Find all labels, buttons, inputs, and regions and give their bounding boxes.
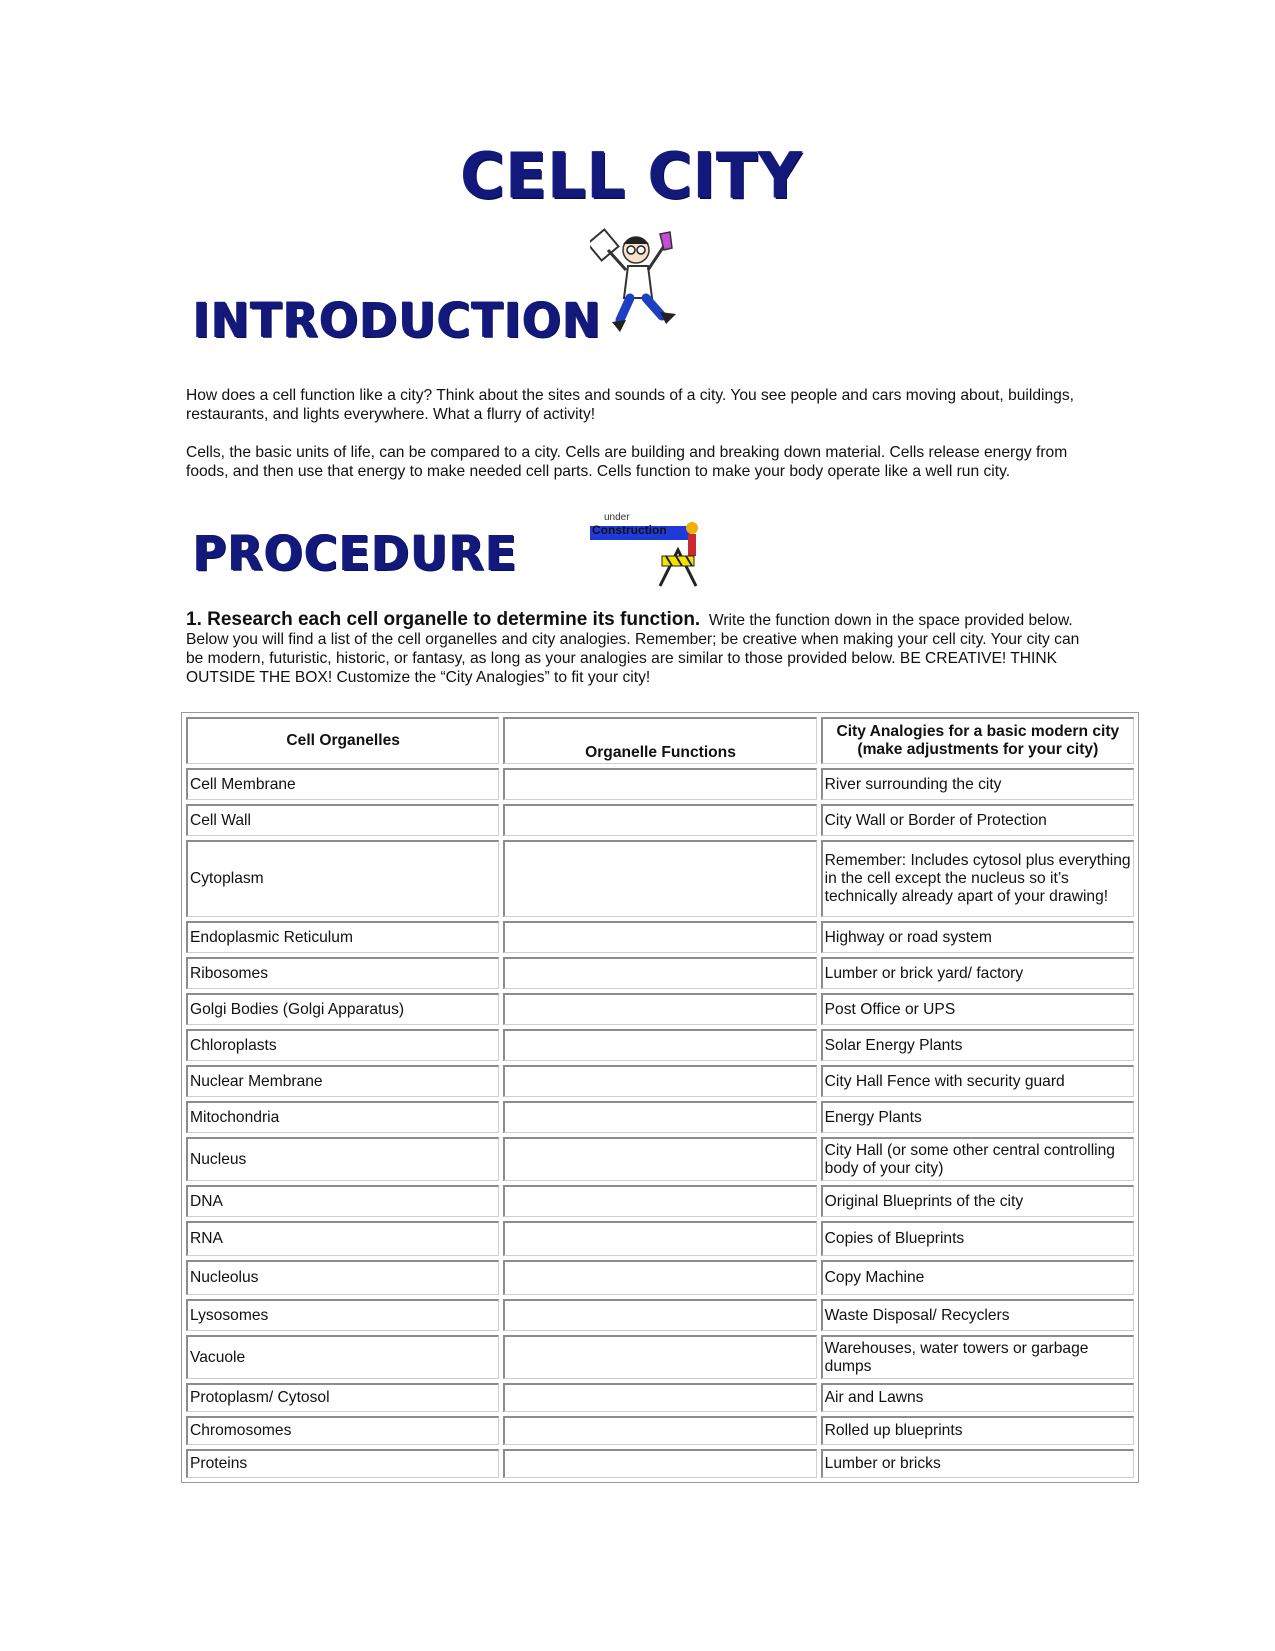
organelle-cell: Nucleolus [186,1260,499,1295]
header-organelle-functions: Organelle Functions [503,717,816,764]
table-row [186,1335,1134,1379]
table-row [186,1065,1134,1097]
organelle-cell: Proteins [186,1449,499,1478]
sign-text-construction: Construction [592,523,667,537]
function-answer-cell[interactable] [503,957,816,989]
function-answer-cell[interactable] [503,1416,816,1445]
table-row [186,1299,1134,1331]
organelle-cell: Cell Membrane [186,768,499,800]
function-answer-cell[interactable] [503,1299,816,1331]
table-row [186,1260,1134,1295]
organelle-cell: Cytoplasm [186,840,499,917]
organelle-cell: Mitochondria [186,1101,499,1133]
organelle-cell: Golgi Bodies (Golgi Apparatus) [186,993,499,1025]
table-header-row [186,717,1134,764]
table-row [186,1221,1134,1256]
organelle-cell: Nucleus [186,1137,499,1181]
procedure-heading: PROCEDURE [193,525,518,582]
function-answer-cell[interactable] [503,993,816,1025]
organelle-cell: Endoplasmic Reticulum [186,921,499,953]
analogy-cell: Highway or road system [821,921,1134,953]
introduction-heading: INTRODUCTION [193,292,602,349]
organelle-cell: Lysosomes [186,1299,499,1331]
page-title: CELL CITY [461,140,804,214]
analogy-cell: Rolled up blueprints [821,1416,1134,1445]
analogy-cell: Lumber or brick yard/ factory [821,957,1134,989]
function-answer-cell[interactable] [503,1065,816,1097]
table-row [186,1383,1134,1412]
function-answer-cell[interactable] [503,1260,816,1295]
function-answer-cell[interactable] [503,1383,816,1412]
table-row [186,993,1134,1025]
table-body [186,768,1134,1478]
analogy-cell: Waste Disposal/ Recyclers [821,1299,1134,1331]
table-row [186,1101,1134,1133]
procedure-step-lead: 1. Research each cell organelle to determine its function. [186,609,701,630]
analogy-cell: Copies of Blueprints [821,1221,1134,1256]
analogy-cell: City Hall (or some other central controlling body of your city) [821,1137,1134,1181]
analogy-cell: City Wall or Border of Protection [821,804,1134,836]
table-row [186,1137,1134,1181]
organelle-cell: Protoplasm/ Cytosol [186,1383,499,1412]
table-row [186,768,1134,800]
table-row [186,1029,1134,1061]
function-answer-cell[interactable] [503,1029,816,1061]
function-answer-cell[interactable] [503,768,816,800]
procedure-paragraph [186,610,1086,687]
analogy-cell: City Hall Fence with security guard [821,1065,1134,1097]
organelle-analogy-table [181,712,1139,1483]
organelle-cell: Chromosomes [186,1416,499,1445]
organelle-cell: DNA [186,1185,499,1217]
table-row [186,957,1134,989]
table-row [186,1449,1134,1478]
function-answer-cell[interactable] [503,1335,816,1379]
analogy-cell: River surrounding the city [821,768,1134,800]
analogy-cell: Post Office or UPS [821,993,1134,1025]
analogy-cell: Energy Plants [821,1101,1134,1133]
table-row [186,1185,1134,1217]
analogy-cell: Lumber or bricks [821,1449,1134,1478]
scientist-clipart-icon [590,228,690,348]
table-row [186,840,1134,917]
function-answer-cell[interactable] [503,1221,816,1256]
function-answer-cell[interactable] [503,1449,816,1478]
organelle-cell: Chloroplasts [186,1029,499,1061]
analogy-cell: Remember: Includes cytosol plus everything in the cell except the nucleus so it’s technically already apart of your drawing! [821,840,1134,917]
table-row [186,921,1134,953]
organelle-cell: Vacuole [186,1335,499,1379]
function-answer-cell[interactable] [503,840,816,917]
organelle-cell: Cell Wall [186,804,499,836]
intro-paragraph: Cells, the basic units of life, can be compared to a city. Cells are building and breaking down material. Cells release energy from foods, and then use that energy to make needed cell parts. Cells function to make your body operate like a well run city. [186,444,1068,480]
sign-text-under: under [604,512,630,523]
function-answer-cell[interactable] [503,1137,816,1181]
organelle-cell: Ribosomes [186,957,499,989]
analogy-cell: Copy Machine [821,1260,1134,1295]
function-answer-cell[interactable] [503,804,816,836]
analogy-cell: Solar Energy Plants [821,1029,1134,1061]
header-cell-organelles: Cell Organelles [186,717,499,764]
organelle-cell: Nuclear Membrane [186,1065,499,1097]
procedure-step-text: Write the function down in the space provided below. Below you will find a list of the cell organelles and city analogies. Remember; be creative when making your cell city. Your city can be modern, futuristic, historic, or fantasy, as long as your analogies are similar to those provided below. BE CREATIVE! THINK OUTSIDE THE BOX! Customize the “City Analogies” to fit your city! [186,612,1080,686]
analogy-cell: Warehouses, water towers or garbage dumps [821,1335,1134,1379]
function-answer-cell[interactable] [503,921,816,953]
analogy-cell: Original Blueprints of the city [821,1185,1134,1217]
function-answer-cell[interactable] [503,1185,816,1217]
organelle-cell: RNA [186,1221,499,1256]
table-row [186,1416,1134,1445]
intro-paragraph: How does a cell function like a city? Think about the sites and sounds of a city. You see people and cars moving about, buildings, restaurants, and lights everywhere. What a flurry of activity! [186,387,1074,423]
function-answer-cell[interactable] [503,1101,816,1133]
table-row [186,804,1134,836]
analogy-cell: Air and Lawns [821,1383,1134,1412]
header-city-analogies: City Analogies for a basic modern city (make adjustments for your city) [821,717,1134,764]
under-construction-sign-icon [590,510,720,590]
